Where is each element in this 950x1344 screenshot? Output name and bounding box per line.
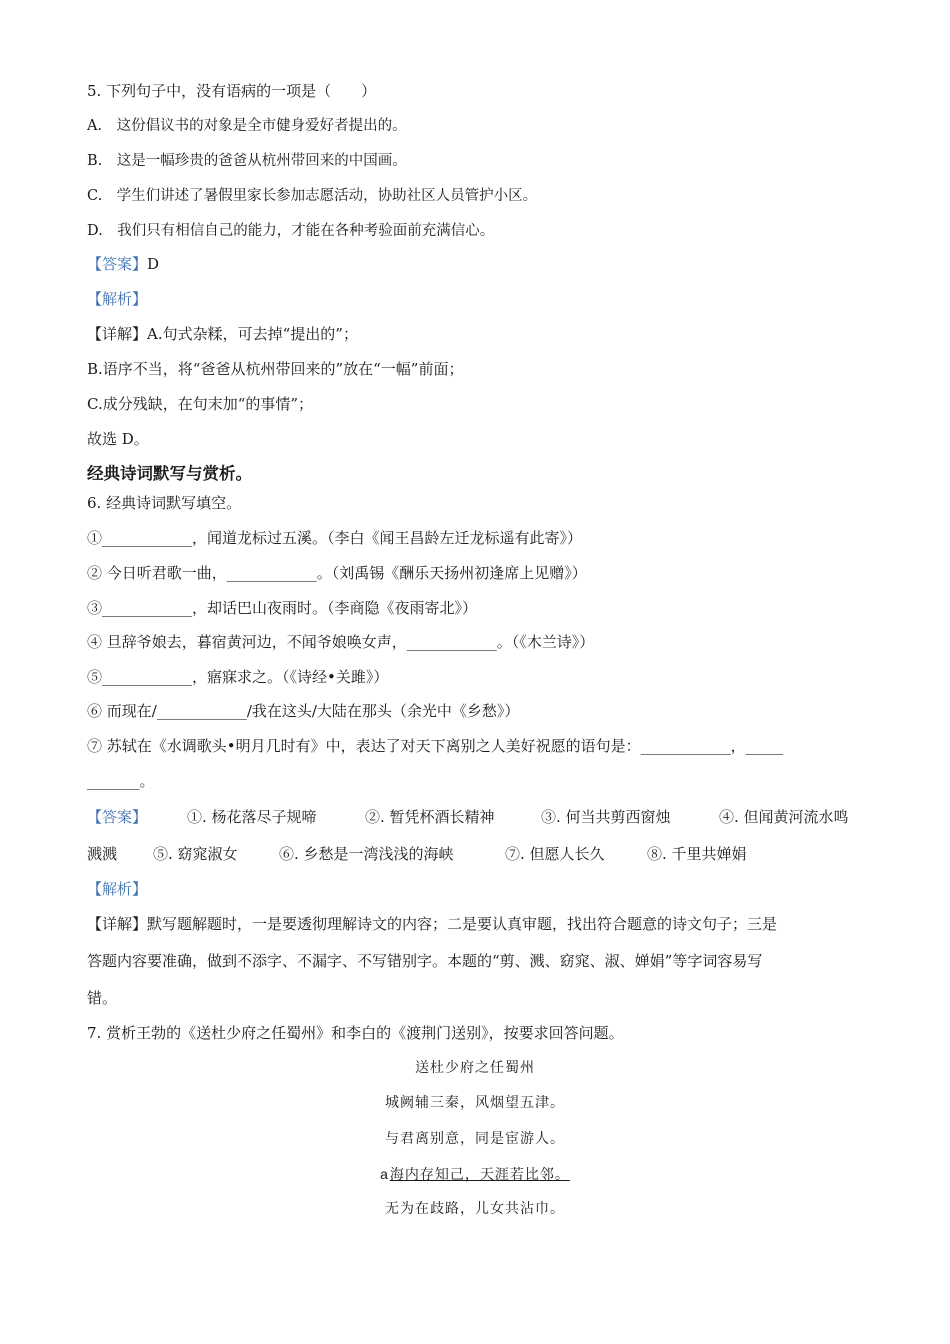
q6-stem: 6. 经典诗词默写填空。 [87,494,242,512]
poem-line-3-wrap [0,1163,950,1186]
answer-tag: 【答案】 [87,808,148,826]
poem-line-4: 无为在歧路，儿女共沾巾。 [385,1201,565,1217]
q6-detail-2: 答题内容要准确，做到不添字、不漏字、不写错别字。本题的“剪、溅、窈窕、淑、婵娟”等字词容易写 [87,952,763,970]
section-title: 经典诗词默写与赏析。 [87,464,252,483]
answer-item: ⑥. 乡愁是一湾浅浅的海峡 [279,845,454,863]
q6-detail-3: 错。 [87,989,118,1007]
poem-title: 送杜少府之任蜀州 [415,1060,535,1076]
answer-item: ⑧. 千里共婵娟 [647,845,747,863]
detail-text: A.句式杂糅，可去掉“提出的”； [147,325,358,343]
q5-analysis-tag: 【解析】 [87,290,148,308]
q5-option-b: B. 这是一幅珍贵的爸爸从杭州带回来的中国画。 [87,153,407,169]
q6-analysis-tag: 【解析】 [87,880,148,898]
q5-answer [87,253,864,275]
line-marker: a [380,1166,388,1182]
q6-item-4: ④ 旦辞爷娘去，暮宿黄河边，不闻爷娘唤女声，____________。（《木兰诗》） [87,633,595,651]
q5-option-a: A. 这份倡议书的对象是全市健身爱好者提出的。 [87,118,407,134]
q6-item-6: ⑥ 而现在/____________/我在这头/大陆在那头（余光中《乡愁》） [87,702,520,720]
answer-value: D [147,255,160,273]
q6-item-1: ①____________，闻道龙标过五溪。（李白《闻王昌龄左迁龙标遥有此寄》） [87,529,583,547]
q5-detail-c: C.成分残缺，在句末加“的事情”； [87,395,314,413]
answer-item: ③. 何当共剪西窗烛 [541,808,671,826]
answer-item: ⑦. 但愿人长久 [505,845,605,863]
detail-text: 默写题解题时，一是要透彻理解诗文的内容；二是要认真审题，找出符合题意的诗文句子；三是 [147,915,778,933]
q5-option-c: C. 学生们讲述了暑假里家长参加志愿活动，协助社区人员管护小区。 [87,188,538,204]
q6-item-2: ② 今日听君歌一曲，____________。（刘禹锡《酬乐天扬州初逢席上见赠》） [87,564,587,582]
poem-line-1: 城阙辅三秦，风烟望五津。 [385,1095,565,1111]
answer-item: ⑤. 窈窕淑女 [153,845,238,863]
q6-item-5: ⑤____________，寤寐求之。（《诗经•关雎》） [87,668,389,686]
q6-item-7-cont: _______。 [87,772,155,790]
answer-tag: 【答案】 [87,255,148,273]
q6-item-7: ⑦ 苏轼在《水调歌头•明月几时有》中，表达了对天下离别之人美好祝愿的语句是：____________，_____ [87,737,784,755]
q6-item-3: ③____________，却话巴山夜雨时。（李商隐《夜雨寄北》） [87,599,478,617]
q5-conclusion: 故选 D。 [87,430,149,448]
detail-tag: 【详解】 [87,915,148,933]
q5-detail-a [87,323,864,345]
q6-detail-1 [87,913,864,935]
q5-detail-b: B.语序不当，将“爸爸从杭州带回来的”放在“一幅”前面； [87,360,464,378]
answer-item-cont: 溅溅 [87,845,118,863]
answer-item: ②. 暂凭杯酒长精神 [365,808,495,826]
q5-option-d: D. 我们只有相信自己的能力，才能在各种考验面前充满信心。 [87,223,495,239]
poem-line-3: 海内存知己，天涯若比邻。 [389,1167,570,1183]
detail-tag: 【详解】 [87,325,148,343]
q7-stem: 7. 赏析王勃的《送杜少府之任蜀州》和李白的《渡荆门送别》，按要求回答问题。 [87,1024,624,1042]
answer-item: ①. 杨花落尽子规啼 [187,808,317,826]
q5-stem: 5. 下列句子中，没有语病的一项是（ ） [87,82,377,100]
poem-line-2: 与君离别意，同是宦游人。 [385,1131,565,1147]
answer-item: ④. 但闻黄河流水鸣 [719,808,849,826]
